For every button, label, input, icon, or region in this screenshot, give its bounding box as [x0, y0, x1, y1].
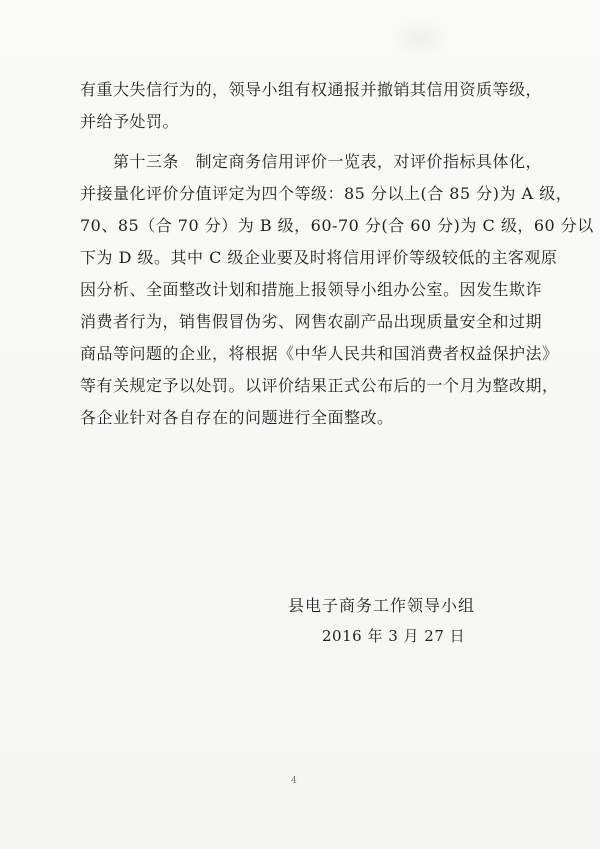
faint-watermark [390, 18, 450, 58]
body-line-8: 消费者行为，销售假冒伪劣、网售农副产品出现质量安全和过期 [80, 312, 543, 331]
signature-date: 2016 年 3 月 27 日 [322, 627, 466, 645]
body-line-5: 70、85（合 70 分）为 B 级，60-70 分(合 60 分)为 C 级，60 分以 [80, 216, 594, 235]
body-line-4: 并接量化评价分值评定为四个等级：85 分以上(合 85 分)为 A 级， [80, 184, 573, 203]
body-line-6: 下为 D 级。其中 C 级企业要及时将信用评价等级较低的主客观原 [80, 248, 558, 267]
body-line-2: 并给予处罚。 [80, 112, 180, 131]
body-line-10: 等有关规定予以处罚。以评价结果正式公布后的一个月为整改期， [80, 376, 559, 395]
body-line-3: 第十三条 制定商务信用评价一览表，对评价指标具体化， [80, 152, 543, 171]
page-number: 4 [291, 776, 297, 786]
body-line-11: 各企业针对各自存在的问题进行全面整改。 [80, 408, 394, 427]
body-line-1: 有重大失信行为的，领导小组有权通报并撤销其信用资质等级， [80, 80, 543, 99]
body-line-7: 因分析、全面整改计划和措施上报领导小组办公室。因发生欺诈 [80, 280, 543, 299]
signature-organization: 县电子商务工作领导小组 [288, 596, 476, 615]
body-line-9: 商品等问题的企业，将根据《中华人民共和国消费者权益保护法》 [80, 344, 559, 363]
